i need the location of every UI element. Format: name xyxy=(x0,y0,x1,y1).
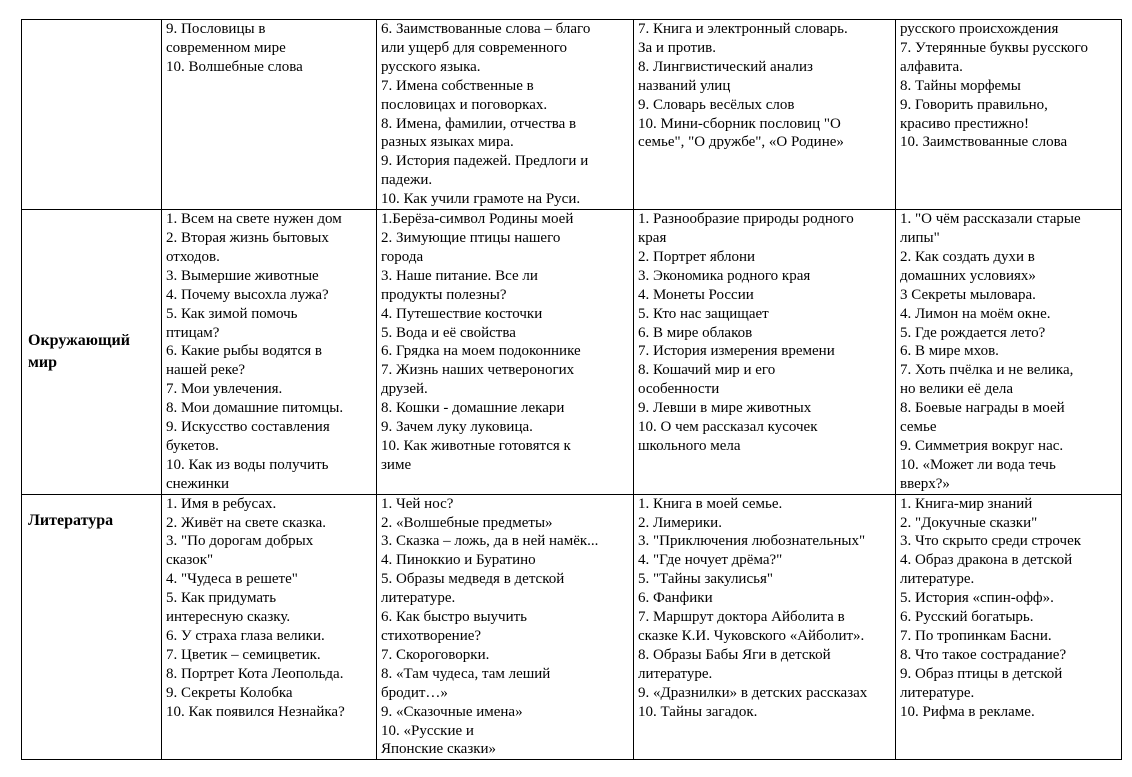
subject-label: Литература xyxy=(28,511,114,529)
topic-line: друзей. xyxy=(381,381,428,398)
topic-line: 10. Тайны загадок. xyxy=(638,703,758,720)
topic-line: 5. Где рождается лето? xyxy=(900,324,1046,341)
table-row xyxy=(22,20,1122,210)
topic-line: 10. «Русские и xyxy=(381,722,474,739)
topic-line: особенности xyxy=(638,381,720,398)
topic-line: домашних условиях» xyxy=(900,267,1036,284)
topic-line: литературе. xyxy=(381,590,456,607)
topic-line: 7. Цветик – семицветик. xyxy=(166,646,321,663)
topic-line: 1. Имя в ребусах. xyxy=(166,495,277,512)
subject-cell xyxy=(22,494,162,760)
topic-line: 8. Кошки - домашние лекари xyxy=(381,400,565,417)
topic-line: 5. Как придумать xyxy=(166,590,277,607)
topic-line: 3. Наше питание. Все ли xyxy=(381,267,538,284)
topic-line: 2. Портрет яблони xyxy=(638,248,756,265)
topic-line: 6. В мире мхов. xyxy=(900,343,999,360)
topic-line: 6. У страха глаза велики. xyxy=(166,628,325,644)
topic-line: 3. Сказка – ложь, да в ней намёк... xyxy=(381,533,599,550)
topic-line: 10. Как учили грамоте на Руси. xyxy=(381,191,581,208)
topic-line: пословицах и поговорках. xyxy=(381,96,548,113)
topic-line: 6. Фанфики xyxy=(638,590,713,607)
topic-line: города xyxy=(381,248,424,265)
topic-line: 10. Рифма в рекламе. xyxy=(900,703,1035,720)
topic-line: 8. Боевые награды в моей xyxy=(900,400,1065,417)
topic-line: 10. «Может ли вода течь xyxy=(900,456,1056,473)
topic-line: липы" xyxy=(900,229,940,246)
topic-line: 4. Пиноккио и Буратино xyxy=(381,552,536,569)
topic-line: 9. Говорить правильно, xyxy=(900,96,1048,113)
topics-cell xyxy=(896,210,1122,495)
topic-line: 8. Тайны морфемы xyxy=(900,77,1021,94)
topic-line: 4. "Где ночует дрёма?" xyxy=(638,552,783,569)
table-row xyxy=(22,210,1122,495)
topic-line: отходов. xyxy=(166,248,220,265)
topic-line: 1. Всем на свете нужен дом xyxy=(166,211,342,228)
topic-line: 7. История измерения времени xyxy=(638,343,835,360)
topic-line: Японские сказки» xyxy=(381,741,497,758)
topic-line: 6. Какие рыбы водятся в xyxy=(166,343,322,360)
topic-line: 10. О чем рассказал кусочек xyxy=(638,419,818,436)
topic-line: 9. История падежей. Предлоги и xyxy=(381,153,589,170)
topic-line: литературе. xyxy=(638,665,713,682)
topic-line: падежи. xyxy=(381,172,433,189)
topic-line: края xyxy=(638,229,667,246)
topic-line: 4. Лимон на моём окне. xyxy=(900,305,1051,322)
topic-line: снежинки xyxy=(166,475,230,492)
topic-line: 2. Зимующие птицы нашего xyxy=(381,229,561,246)
subject-label: Окружающий xyxy=(28,331,130,349)
topic-line: алфавита. xyxy=(900,58,963,75)
topic-line: 1. "О чём рассказали старые xyxy=(900,211,1081,228)
topic-line: или ущерб для современного xyxy=(381,39,568,56)
topic-line: 6. В мире облаков xyxy=(638,324,753,341)
topic-line: 6. Заимствованные слова – благо xyxy=(381,21,591,37)
topic-line: 2. Живёт на свете сказка. xyxy=(166,514,326,531)
topics-cell xyxy=(162,210,377,495)
topic-line: 8. «Там чудеса, там леший xyxy=(381,665,551,682)
topic-line: 7. Утерянные буквы русского xyxy=(900,39,1088,56)
topic-line: 5. Как зимой помочь xyxy=(166,305,298,322)
topics-cell xyxy=(162,494,377,760)
topics-cell xyxy=(162,20,377,210)
topic-line: 7. Книга и электронный словарь. xyxy=(638,21,848,37)
topic-line: русского языка. xyxy=(381,58,481,75)
topics-cell xyxy=(377,210,634,495)
topics-cell xyxy=(377,494,634,760)
topic-line: птицам? xyxy=(166,324,220,341)
topic-line: семье", "О дружбе", «О Родине» xyxy=(638,134,844,151)
topic-line: 8. Образы Бабы Яги в детской xyxy=(638,646,831,663)
topic-line: бродит…» xyxy=(381,684,448,701)
topic-line: 9. «Сказочные имена» xyxy=(381,703,523,720)
topic-line: 4. Монеты России xyxy=(638,286,754,303)
topic-line: 3. "По дорогам добрых xyxy=(166,533,314,550)
topic-line: сказке К.И. Чуковского «Айболит». xyxy=(638,628,865,644)
topic-line: 5. Кто нас защищает xyxy=(638,305,769,322)
topic-line: 2. "Докучные сказки" xyxy=(900,514,1038,531)
topic-line: 7. Хоть пчёлка и не велика, xyxy=(900,362,1074,379)
topic-line: стихотворение? xyxy=(381,628,482,644)
topic-line: но велики её дела xyxy=(900,381,1014,398)
topic-line: 9. Левши в мире животных xyxy=(638,400,812,417)
topic-line: За и против. xyxy=(638,39,716,56)
topic-line: 5. История «спин-офф». xyxy=(900,590,1054,607)
topic-line: красиво престижно! xyxy=(900,115,1030,132)
topic-line: 10. Мини-сборник пословиц "О xyxy=(638,115,841,132)
topic-line: 9. «Дразнилки» в детских рассказах xyxy=(638,684,868,701)
topic-line: 6. Как быстро выучить xyxy=(381,609,527,626)
topic-line: 3 Секреты мыловара. xyxy=(900,286,1036,303)
topic-line: 8. Что такое сострадание? xyxy=(900,646,1067,663)
topics-cell xyxy=(634,494,896,760)
topic-line: 7. Мои увлечения. xyxy=(166,381,283,398)
topic-line: 7. Имена собственные в xyxy=(381,77,534,94)
topic-line: сказок" xyxy=(166,552,214,569)
topic-line: 1. Книга-мир знаний xyxy=(900,495,1033,512)
topic-line: 5. Образы медведя в детской xyxy=(381,571,565,588)
topic-line: 3. "Приключения любознательных" xyxy=(638,533,866,550)
topic-line: интересную сказку. xyxy=(166,609,291,626)
topic-line: 9. Секреты Колобка xyxy=(166,684,293,701)
topic-line: 4. Почему высохла лужа? xyxy=(166,286,329,303)
topic-line: 7. Маршрут доктора Айболита в xyxy=(638,609,845,626)
topic-line: 10. Волшебные слова xyxy=(166,58,303,75)
topics-cell xyxy=(896,20,1122,210)
topics-cell xyxy=(377,20,634,210)
topic-line: 9. Искусство составления xyxy=(166,419,330,436)
topic-line: 2. Лимерики. xyxy=(638,514,722,531)
topic-line: 10. Как животные готовятся к xyxy=(381,437,571,454)
topic-line: названий улиц xyxy=(638,77,731,94)
topic-line: 2. «Волшебные предметы» xyxy=(381,514,553,531)
topics-cell xyxy=(896,494,1122,760)
topic-line: 3. Экономика родного края xyxy=(638,267,811,284)
topic-line: зиме xyxy=(381,456,412,473)
topic-line: семье xyxy=(900,419,937,436)
topic-line: 1. Книга в моей семье. xyxy=(638,495,783,512)
topic-line: 2. Вторая жизнь бытовых xyxy=(166,229,329,246)
topic-line: 4. Путешествие косточки xyxy=(381,305,543,322)
topic-line: вверх?» xyxy=(900,475,950,492)
topic-line: 7. По тропинкам Басни. xyxy=(900,628,1052,644)
topic-line: 10. Заимствованные слова xyxy=(900,134,1068,151)
topic-line: современном мире xyxy=(166,39,286,56)
topic-line: продукты полезны? xyxy=(381,286,507,303)
topic-line: 3. Что скрыто среди строчек xyxy=(900,533,1082,550)
subject-cell xyxy=(22,20,162,210)
topic-line: литературе. xyxy=(900,571,975,588)
topic-line: 7. Скороговорки. xyxy=(381,646,490,663)
topic-line: 10. Как появился Незнайка? xyxy=(166,703,345,720)
topic-line: нашей реке? xyxy=(166,362,246,379)
topic-line: литературе. xyxy=(900,684,975,701)
topic-line: 9. Зачем луку луковица. xyxy=(381,419,533,436)
topic-line: 8. Лингвистический анализ xyxy=(638,58,813,75)
topic-line: 10. Как из воды получить xyxy=(166,456,329,473)
subject-cell xyxy=(22,210,162,495)
topic-line: 8. Портрет Кота Леопольда. xyxy=(166,665,344,682)
topic-line: 9. Пословицы в xyxy=(166,21,266,37)
topic-line: русского происхождения xyxy=(900,21,1059,37)
topic-line: букетов. xyxy=(166,437,219,454)
subject-label: мир xyxy=(28,353,58,371)
topic-line: 6. Русский богатырь. xyxy=(900,609,1034,626)
topic-line: 4. Образ дракона в детской xyxy=(900,552,1073,569)
topic-line: 8. Мои домашние питомцы. xyxy=(166,400,344,417)
topic-line: 6. Грядка на моем подоконнике xyxy=(381,343,581,360)
topic-line: 8. Имена, фамилии, отчества в xyxy=(381,115,577,132)
topic-line: 5. Вода и её свойства xyxy=(381,324,516,341)
topic-line: 4. "Чудеса в решете" xyxy=(166,571,298,588)
topic-line: 9. Симметрия вокруг нас. xyxy=(900,437,1064,454)
topic-line: 9. Образ птицы в детской xyxy=(900,665,1063,682)
topic-line: разных языках мира. xyxy=(381,134,514,151)
topic-line: 7. Жизнь наших четвероногих xyxy=(381,362,575,379)
topics-cell xyxy=(634,20,896,210)
topic-line: 1.Берёза-символ Родины моей xyxy=(381,211,574,228)
topic-line: 2. Как создать духи в xyxy=(900,248,1035,265)
topic-line: 8. Кошачий мир и его xyxy=(638,362,776,379)
topic-line: 5. "Тайны закулисья" xyxy=(638,571,773,588)
topic-line: 3. Вымершие животные xyxy=(166,267,319,284)
topic-line: 1. Чей нос? xyxy=(381,495,454,512)
topic-line: школьного мела xyxy=(638,437,741,454)
topics-cell xyxy=(634,210,896,495)
topics-table xyxy=(21,19,1122,760)
table-row xyxy=(22,494,1122,760)
topic-line: 9. Словарь весёлых слов xyxy=(638,96,795,113)
topic-line: 1. Разнообразие природы родного xyxy=(638,211,854,228)
